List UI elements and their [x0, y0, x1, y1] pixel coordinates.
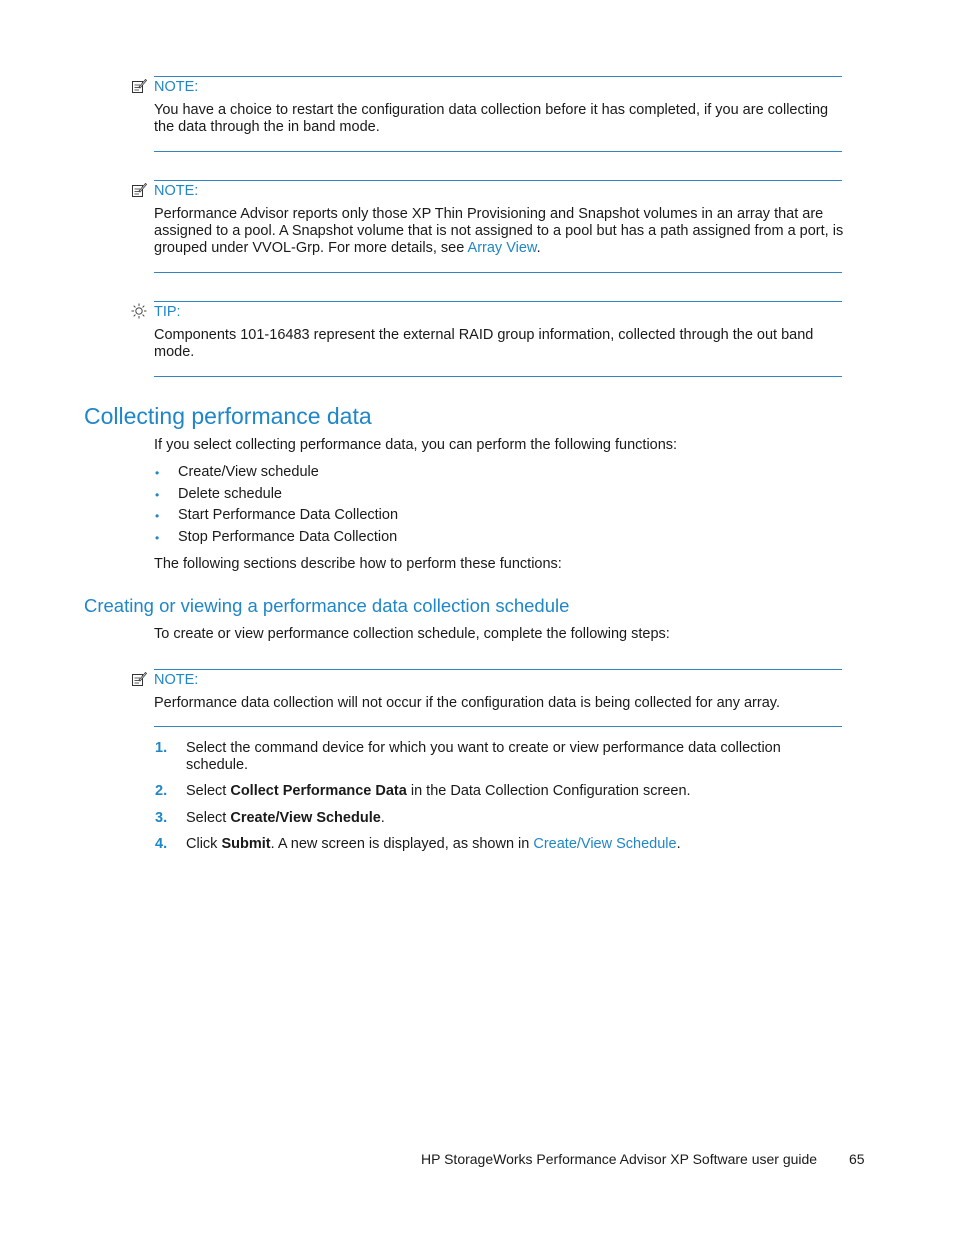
step-text-part: in the Data Collection Configuration screen. — [406, 783, 691, 799]
step-text — [186, 836, 836, 853]
note-pencil-icon — [131, 182, 147, 198]
bullet-icon: • — [155, 531, 160, 545]
section-outro: The following sections describe how to perform these functions: — [154, 556, 562, 572]
tip-bottom-rule — [154, 376, 842, 377]
subsection-heading: Creating or viewing a performance data collection schedule — [84, 595, 570, 616]
list-item: Delete schedule — [178, 486, 282, 502]
list-item: Stop Performance Data Collection — [178, 529, 398, 545]
step-text-part: . A new screen is displayed, as shown in — [270, 836, 534, 852]
create-view-schedule-link[interactable]: Create/View Schedule — [533, 836, 677, 852]
note-top-rule — [154, 669, 842, 670]
note-pencil-icon — [131, 78, 147, 94]
step-ui-label: Submit — [221, 836, 271, 852]
list-item: Create/View schedule — [178, 464, 319, 480]
lightbulb-icon — [131, 303, 147, 319]
step-text — [186, 783, 836, 800]
note-pencil-icon — [131, 671, 147, 687]
step-ui-label: Collect Performance Data — [230, 783, 407, 799]
note-top-rule — [154, 180, 842, 181]
tip-label: TIP: — [154, 304, 181, 320]
step-ui-label: Create/View Schedule — [230, 810, 381, 826]
bullet-icon: • — [155, 509, 160, 523]
bullet-icon: • — [155, 488, 160, 502]
step-number: 2. — [155, 783, 168, 799]
note-top-rule — [154, 76, 842, 77]
step-text-part: Click — [186, 836, 222, 852]
bullet-icon: • — [155, 466, 160, 480]
tip-top-rule — [154, 301, 842, 302]
step-number: 3. — [155, 810, 168, 826]
section-heading: Collecting performance data — [84, 403, 372, 429]
note-label: NOTE: — [154, 79, 199, 95]
step-text-part: Select — [186, 783, 231, 799]
subsection-intro: To create or view performance collection schedule, complete the following steps: — [154, 626, 670, 642]
step-text-part: Select — [186, 810, 231, 826]
note-bottom-rule — [154, 151, 842, 152]
step-text — [186, 810, 836, 827]
step-text-part: . — [676, 836, 681, 852]
note-label: NOTE: — [154, 183, 199, 199]
note-text: Performance data collection will not occur if the configuration data is being collected for any array. — [154, 695, 780, 711]
note-bottom-rule — [154, 726, 842, 727]
note-label: NOTE: — [154, 672, 199, 688]
note-text-end: . — [536, 240, 541, 256]
step-number: 1. — [155, 740, 168, 756]
tip-text: Components 101-16483 represent the external RAID group information, collected through the out band mode. — [154, 327, 814, 360]
list-item: Start Performance Data Collection — [178, 507, 399, 523]
note-text — [154, 206, 844, 257]
page-number: 65 — [849, 1151, 865, 1167]
array-view-link[interactable]: Array View — [467, 240, 537, 256]
footer-guide-title: HP StorageWorks Performance Advisor XP Software user guide — [421, 1151, 818, 1167]
note-text: You have a choice to restart the configuration data collection before it has completed, if you are collecting the data through the in band mode. — [154, 102, 829, 135]
note-text-part: Performance Advisor reports only those XP Thin Provisioning and Snapshot volumes in an array that are assigned to a pool. A Snapshot volume that is not assigned to a pool but has a path assigned from a port, is grouped under VVOL-Grp. For more details, see — [154, 206, 844, 256]
step-text-part: . — [380, 810, 385, 826]
step-text: Select the command device for which you want to create or view performance data collection schedule. — [186, 740, 781, 773]
step-number: 4. — [155, 836, 168, 852]
section-intro: If you select collecting performance data, you can perform the following functions: — [154, 437, 678, 453]
note-bottom-rule — [154, 272, 842, 273]
